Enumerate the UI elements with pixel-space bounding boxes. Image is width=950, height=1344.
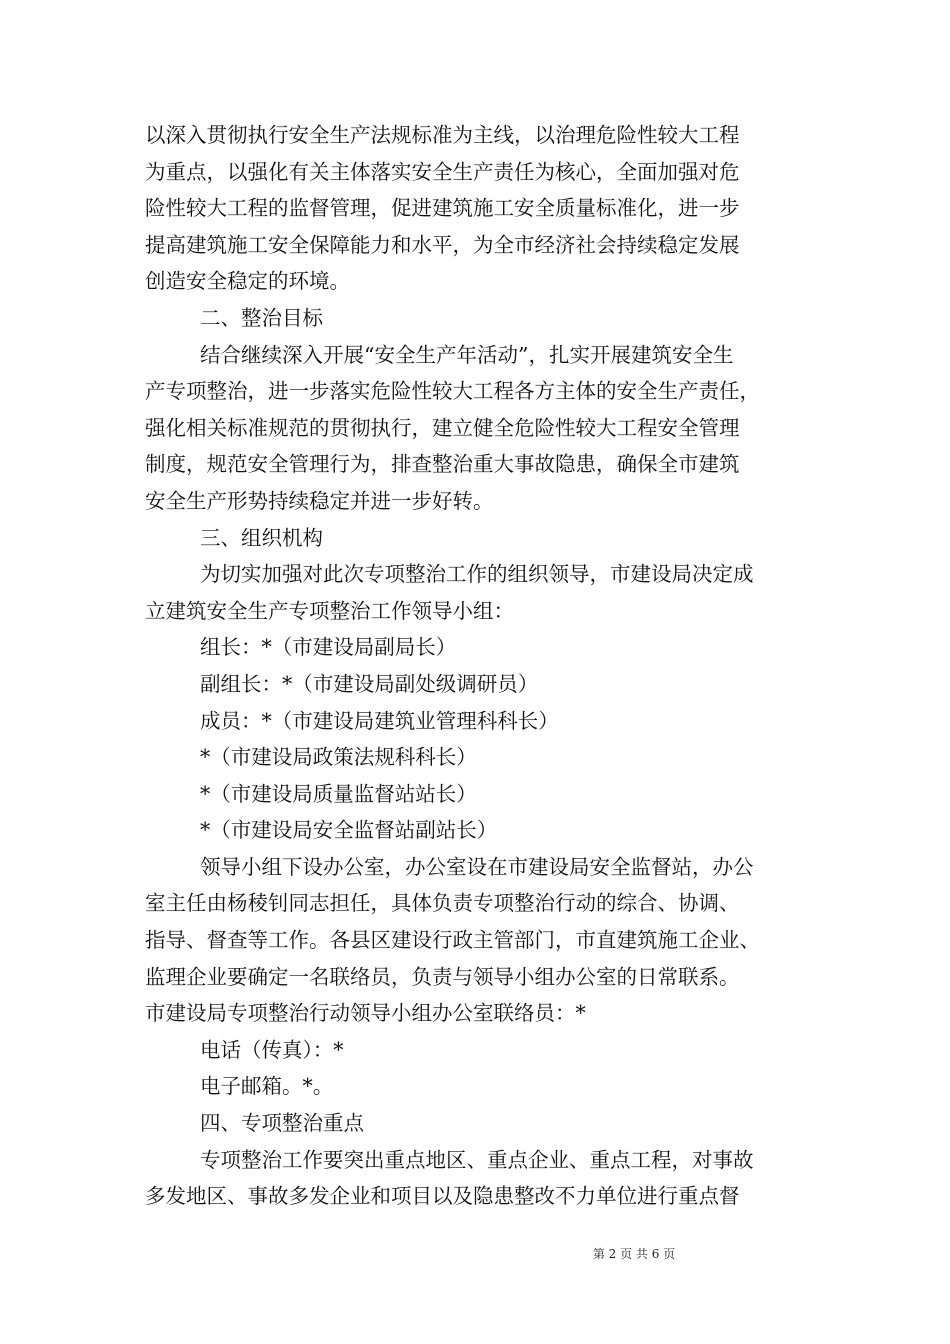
text-line: 领导小组下设办公室，办公室设在市建设局安全监督站，办公 bbox=[200, 854, 754, 879]
text-line: 指导、督查等工作。各县区建设行政主管部门，市直建筑施工企业、 bbox=[145, 928, 760, 953]
text-line: 以深入贯彻执行安全生产法规标准为主线，以治理危险性较大工程 bbox=[145, 123, 740, 147]
text-line: 多发地区、事故多发企业和项目以及隐患整改不力单位进行重点督 bbox=[145, 1184, 740, 1209]
text-line: 电子邮箱。*。 bbox=[200, 1074, 334, 1099]
text-line: 市建设局专项整治行动领导小组办公室联络员：* bbox=[145, 1001, 586, 1026]
text-line: 成员：*（市建设局建筑业管理科科长） bbox=[200, 708, 559, 733]
document-body bbox=[145, 117, 815, 1215]
text-line: 为切实加强对此次专项整治工作的组织领导，市建设局决定成 bbox=[200, 562, 754, 587]
text-line: *（市建设局政策法规科科长） bbox=[200, 745, 477, 770]
text-line: 室主任由杨稜钊同志担任，具体负责专项整治行动的综合、协调、 bbox=[145, 891, 740, 916]
text-line: 专项整治工作要突出重点地区、重点企业、重点工程，对事故 bbox=[200, 1147, 754, 1172]
text-line: 副组长：*（市建设局副处级调研员） bbox=[200, 671, 539, 696]
text-line: *（市建设局质量监督站站长） bbox=[200, 781, 477, 806]
page-number: 第 2 页 共 6 页 bbox=[592, 1247, 676, 1261]
text-line: *（市建设局安全监督站副站长） bbox=[200, 818, 498, 843]
text-line: 制度，规范安全管理行为，排查整治重大事故隐患，确保全市建筑 bbox=[145, 452, 740, 477]
text-line: 结合继续深入开展“安全生产年活动”，扎实开展建筑安全生 bbox=[200, 342, 734, 367]
text-line: 创造安全稳定的环境。 bbox=[145, 269, 350, 294]
text-line: 安全生产形势持续稳定并进一步好转。 bbox=[145, 488, 494, 513]
text-line: 险性较大工程的监督管理，促进建筑施工安全质量标准化，进一步 bbox=[145, 196, 740, 221]
text-line: 三、组织机构 bbox=[200, 525, 323, 550]
text-line: 四、专项整治重点 bbox=[200, 1111, 364, 1136]
text-line: 立建筑安全生产专项整治工作领导小组： bbox=[145, 598, 514, 623]
text-line: 产专项整治，进一步落实危险性较大工程各方主体的安全生产责任， bbox=[145, 379, 760, 404]
text-line: 为重点，以强化有关主体落实安全生产责任为核心，全面加强对危 bbox=[145, 159, 740, 184]
text-line: 组长：*（市建设局副局长） bbox=[200, 635, 457, 660]
text-line: 监理企业要确定一名联络员，负责与领导小组办公室的日常联系。 bbox=[145, 964, 740, 989]
text-line: 电话（传真）：* bbox=[200, 1037, 344, 1062]
page-footer bbox=[0, 1246, 950, 1262]
text-line: 二、整治目标 bbox=[200, 305, 323, 330]
text-line: 强化相关标准规范的贯彻执行，建立健全危险性较大工程安全管理 bbox=[145, 415, 740, 440]
text-line: 提高建筑施工安全保障能力和水平，为全市经济社会持续稳定发展 bbox=[145, 232, 740, 257]
